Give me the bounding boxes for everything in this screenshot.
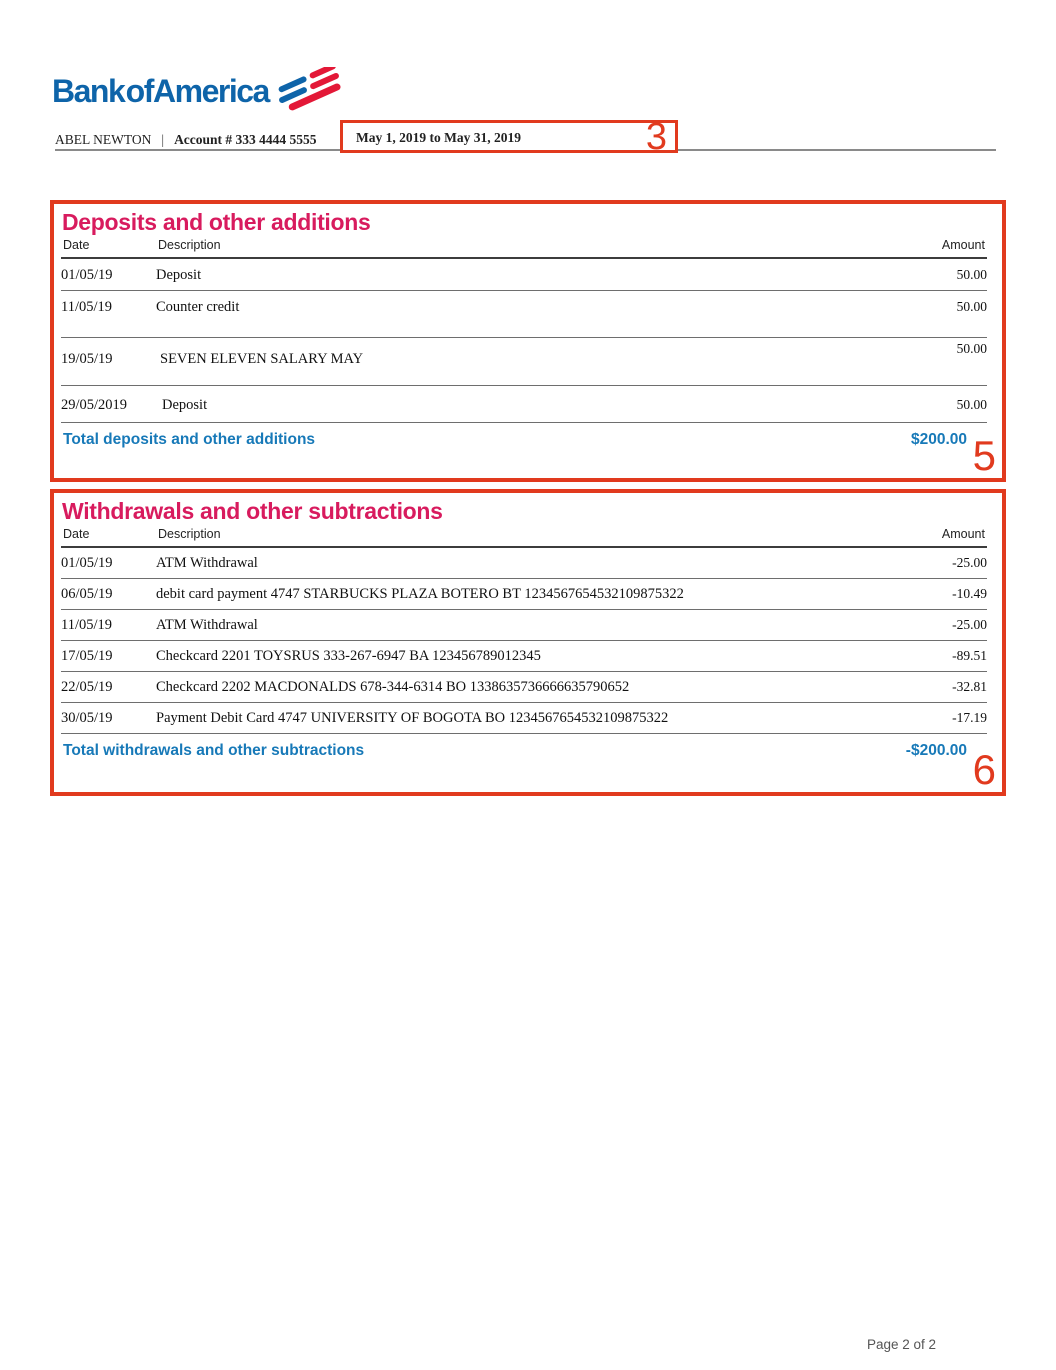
transaction-amount: -32.81 (952, 679, 987, 695)
table-row (61, 579, 987, 610)
column-header-amount: Amount (941, 527, 985, 542)
transaction-date: 19/05/19 (61, 351, 113, 368)
withdrawals-total-amount: -$200.00 (905, 742, 967, 760)
transaction-date: 29/05/2019 (61, 397, 128, 414)
account-info-line (55, 132, 317, 148)
transaction-description: SEVEN ELEVEN SALARY MAY (160, 351, 364, 368)
deposits-section (50, 200, 1006, 482)
transaction-description: debit card payment 4747 STARBUCKS PLAZA BOTERO BT 1234567654532109875322 (156, 586, 684, 603)
column-header-date: Date (63, 527, 90, 542)
bank-logo-wordmark: Bank of America (52, 73, 269, 109)
table-row (61, 641, 987, 672)
table-row (61, 610, 987, 641)
annotation-number-5: 5 (972, 432, 996, 479)
deposits-total-amount: $200.00 (910, 431, 967, 449)
separator: | (161, 132, 165, 147)
page-indicator: Page 2 of 2 (867, 1337, 937, 1352)
transaction-date: 17/05/19 (61, 648, 113, 665)
annotation-number-3: 3 (645, 116, 667, 158)
deposits-total-row (61, 423, 987, 449)
deposits-rows (61, 259, 987, 423)
column-header-amount: Amount (941, 238, 985, 253)
transaction-description: Checkcard 2202 MACDONALDS 678-344-6314 BO 1338635736666635790652 (156, 679, 630, 696)
transaction-amount: -89.51 (952, 648, 987, 664)
transaction-date: 01/05/19 (61, 267, 113, 284)
withdrawals-total-row (61, 734, 987, 760)
table-row (61, 548, 987, 579)
withdrawals-total-label: Total withdrawals and other subtractions (63, 742, 365, 760)
deposits-total-label: Total deposits and other additions (63, 431, 316, 449)
transaction-amount: 50.00 (956, 341, 987, 357)
transaction-amount: -17.19 (952, 710, 987, 726)
bank-of-america-flag-icon (275, 67, 349, 120)
table-row (61, 672, 987, 703)
transaction-date: 22/05/19 (61, 679, 113, 696)
table-row (61, 291, 987, 338)
transaction-description: Checkcard 2201 TOYSRUS 333-267-6947 BA 123456789012345 (156, 648, 541, 665)
statement-period: May 1, 2019 to May 31, 2019 (356, 130, 521, 145)
transaction-amount: -25.00 (952, 555, 987, 571)
deposits-column-headers (61, 236, 987, 259)
transaction-amount: 50.00 (956, 299, 987, 315)
account-number: Account # 333 4444 5555 (174, 132, 317, 147)
transaction-amount: -10.49 (952, 586, 987, 602)
transaction-date: 11/05/19 (61, 299, 113, 316)
transaction-date: 30/05/19 (61, 710, 113, 727)
withdrawals-title: Withdrawals and other subtractions (62, 498, 443, 524)
transaction-description: ATM Withdrawal (156, 555, 258, 572)
withdrawals-section (50, 489, 1006, 796)
transaction-amount: 50.00 (956, 267, 987, 283)
deposits-title: Deposits and other additions (62, 209, 371, 235)
column-header-description: Description (158, 527, 221, 542)
column-header-date: Date (63, 238, 90, 253)
account-holder-name: ABEL NEWTON (55, 132, 152, 147)
transaction-description: ATM Withdrawal (156, 617, 258, 634)
column-header-description: Description (158, 238, 221, 253)
transaction-amount: 50.00 (956, 397, 987, 413)
statement-period-annotation-box (340, 116, 678, 158)
transaction-date: 06/05/19 (61, 586, 113, 603)
bank-logo (52, 74, 349, 120)
withdrawals-rows (61, 548, 987, 734)
transaction-description: Deposit (156, 267, 202, 284)
transaction-date: 11/05/19 (61, 617, 113, 634)
table-row (61, 259, 987, 291)
annotation-number-6: 6 (972, 746, 996, 793)
table-row (61, 338, 987, 386)
transaction-description: Payment Debit Card 4747 UNIVERSITY OF BOGOTA BO 1234567654532109875322 (156, 710, 669, 727)
table-row (61, 386, 987, 423)
transaction-date: 01/05/19 (61, 555, 113, 572)
transaction-amount: -25.00 (952, 617, 987, 633)
table-row (61, 703, 987, 734)
transaction-description: Deposit (162, 397, 208, 414)
withdrawals-column-headers (61, 525, 987, 548)
transaction-description: Counter credit (156, 299, 240, 316)
